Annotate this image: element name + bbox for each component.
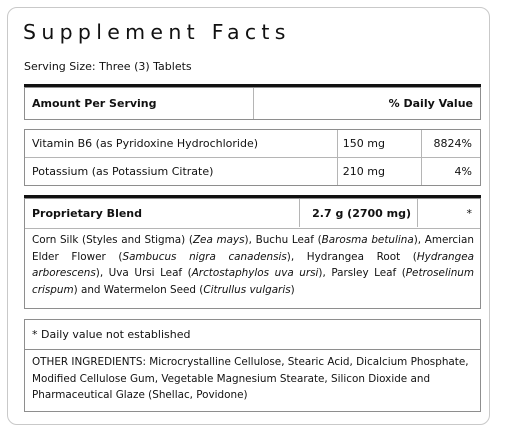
nutrient-daily-value: 8824% [433, 137, 472, 150]
nutrient-daily-value: 4% [454, 165, 472, 178]
ingredient-text: ) [290, 283, 295, 296]
botanical-name: Barosma betulina [321, 234, 414, 246]
nutrient-amount: 210 mg [342, 165, 385, 178]
nutrient-name: Vitamin B6 (as Pyridoxine Hydrochloride) [32, 137, 259, 150]
botanical-name: Zea mays [192, 234, 245, 246]
ingredient-text: ), Amercian Elder Flower ( [32, 234, 474, 263]
header-row [24, 87, 481, 120]
footnote-box [24, 319, 481, 412]
ingredient-text: ) and Watermelon Seed ( [73, 283, 204, 296]
footnote-divider [25, 349, 480, 350]
nutrient-row-divider [25, 157, 480, 158]
supplement-facts-title: Supplement Facts [23, 20, 291, 44]
daily-value-header: % Daily Value [388, 97, 473, 110]
ingredient-text: Corn Silk (Styles and Stigma) ( [32, 234, 193, 246]
nutrient-name: Potassium (as Potassium Citrate) [32, 165, 214, 178]
blend-amount: 2.7 g (2700 mg) [312, 207, 411, 220]
blend-dv-divider [417, 199, 418, 227]
header-divider [253, 88, 254, 119]
ingredient-text: ), Uva Ursi Leaf ( [95, 267, 192, 279]
dv-column-divider [421, 130, 422, 185]
nutrients-table [24, 129, 481, 186]
botanical-name: Sambucus nigra canadensis [122, 250, 287, 263]
daily-value-footnote: * Daily value not established [32, 328, 191, 341]
serving-size: Serving Size: Three (3) Tablets [24, 60, 192, 73]
botanical-name: Arctostaphylos uva ursi [191, 267, 319, 279]
proprietary-blend-table [24, 198, 481, 309]
nutrient-amount: 150 mg [342, 137, 385, 150]
other-ingredients: OTHER INGREDIENTS: Microcrystalline Cellulose, Stearic Acid, Dicalcium Phosphate, Modified Cellulose Gum, Vegetable Magnesium Stearate, Silicon Dioxide and Pharmaceutical Glaze (Shellac, Povidone) [32, 356, 469, 401]
amount-column-divider [337, 130, 338, 185]
ingredient-text: ), Buchu Leaf ( [244, 234, 322, 246]
blend-amount-divider [299, 199, 300, 227]
blend-name: Proprietary Blend [32, 207, 142, 220]
botanical-name: Petroselinum crispum [32, 267, 475, 296]
amount-per-serving-header: Amount Per Serving [32, 97, 157, 110]
botanical-name: Citrullus vulgaris [203, 283, 291, 296]
ingredient-text: ), Hydrangea Root ( [286, 250, 417, 263]
blend-daily-value: * [466, 207, 472, 220]
ingredient-text: ), Parsley Leaf ( [318, 267, 406, 279]
blend-ingredients [32, 232, 474, 298]
botanical-name: Hydrangea arborescens [32, 250, 474, 279]
blend-header-divider [25, 228, 480, 229]
